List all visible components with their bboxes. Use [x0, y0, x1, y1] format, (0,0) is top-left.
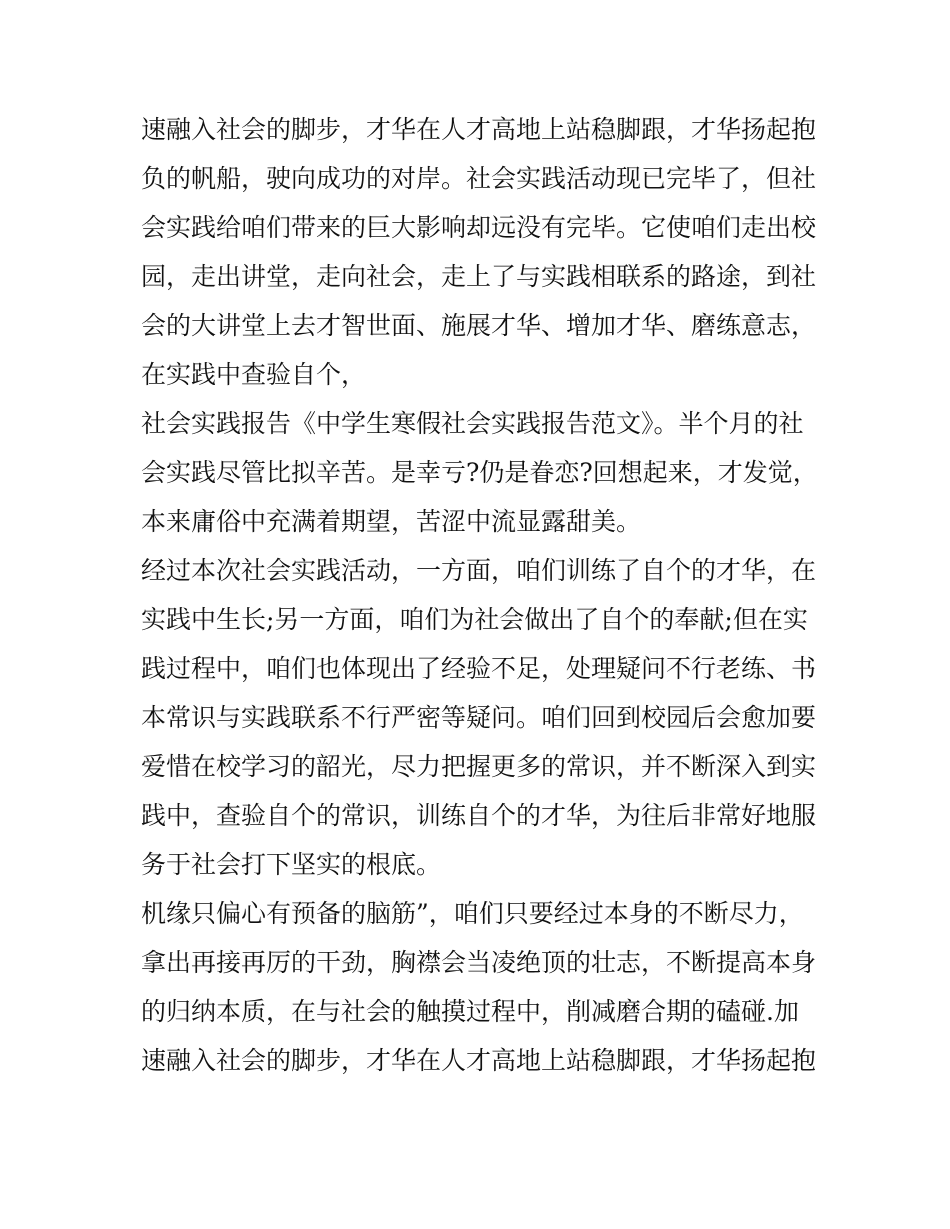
- text-line: 社会实践报告《中学生寒假社会实践报告范文》。半个月的社: [141, 409, 804, 438]
- body-text: [141, 105, 821, 1085]
- text-line: 速融入社会的脚步，才华在人才高地上站稳脚跟，才华扬起抱: [141, 1046, 817, 1075]
- text-line: 爱惜在校学习的韶光，尽力把握更多的常识，并不断深入到实: [141, 752, 817, 781]
- text-line: 会实践尽管比拟辛苦。是幸亏?仍是眷恋?回想起来，才发觉，: [141, 458, 818, 487]
- text-line: 践过程中，咱们也体现出了经验不足，处理疑问不行老练、书: [141, 654, 817, 683]
- text-line: 会实践给咱们带来的巨大影响却远没有完毕。它使咱们走出校: [141, 213, 817, 242]
- text-line: 拿出再接再厉的干劲，胸襟会当凌绝顶的壮志，不断提高本身: [141, 948, 817, 977]
- text-line: 速融入社会的脚步，才华在人才高地上站稳脚跟，才华扬起抱: [141, 115, 817, 144]
- text-line: 的归纳本质，在与社会的触摸过程中，削减磨合期的磕碰.加: [141, 997, 799, 1026]
- text-line: 践中，查验自个的常识，训练自个的才华，为往后非常好地服: [141, 801, 817, 830]
- text-line: 在实践中查验自个，: [141, 360, 367, 389]
- text-line: 园，走出讲堂，走向社会，走上了与实践相联系的路途，到社: [141, 262, 817, 291]
- text-line: 务于社会打下坚实的根底。: [141, 850, 442, 879]
- text-line: 实践中生长;另一方面，咱们为社会做出了自个的奉献;但在实: [141, 605, 808, 634]
- text-line: 本常识与实践联系不行严密等疑问。咱们回到校园后会愈加要: [141, 703, 817, 732]
- text-line: 经过本次社会实践活动，一方面，咱们训练了自个的才华，在: [141, 556, 817, 585]
- text-line: 会的大讲堂上去才智世面、施展才华、增加才华、磨练意志，: [141, 311, 817, 340]
- text-line: 负的帆船，驶向成功的对岸。社会实践活动现已完毕了，但社: [141, 164, 817, 193]
- text-line: 机缘只偏心有预备的脑筋”，咱们只要经过本身的不断尽力，: [141, 899, 804, 928]
- text-line: 本来庸俗中充满着期望，苦涩中流显露甜美。: [141, 507, 642, 536]
